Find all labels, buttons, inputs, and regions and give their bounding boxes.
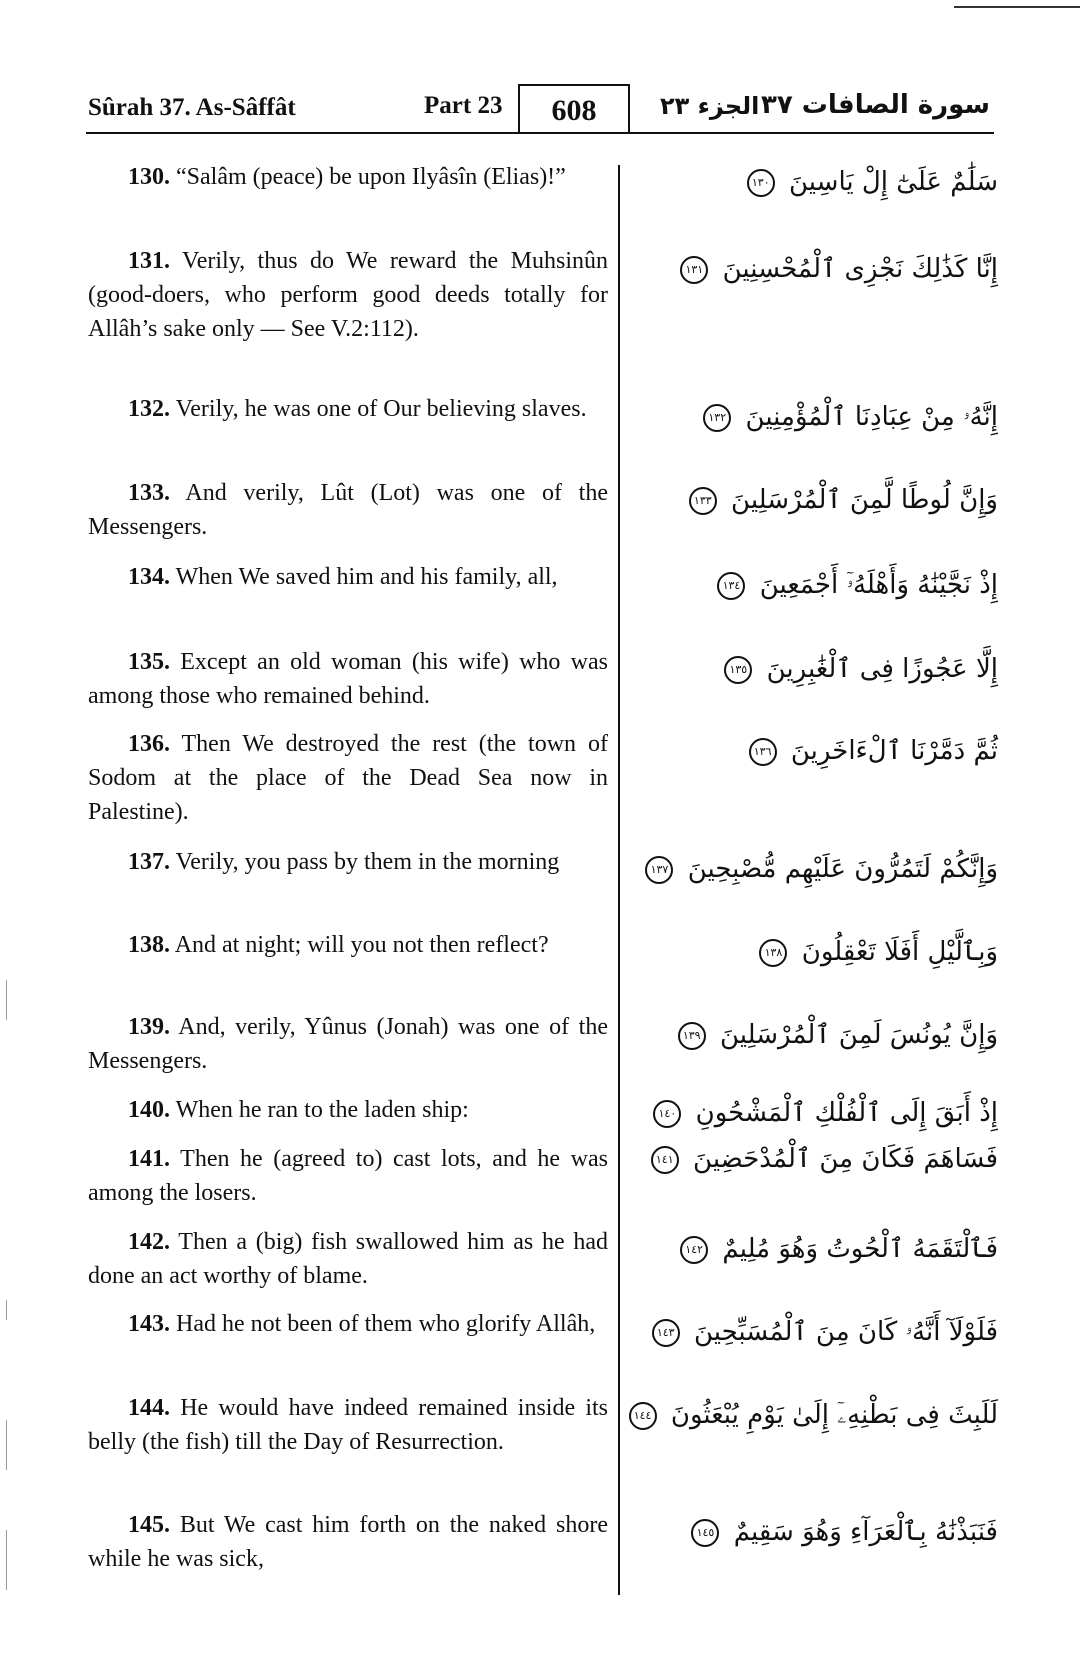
- ayah-end-marker: ١٤٠: [653, 1100, 681, 1128]
- margin-mark: [6, 980, 7, 1020]
- margin-mark: [6, 1530, 7, 1590]
- ayah-end-marker: ١٣٤: [717, 572, 745, 600]
- ayah-end-marker: ١٣٣: [689, 487, 717, 515]
- verse-145-arabic: فَنَبَذْنَٰهُ بِٱلْعَرَآءِ وَهُوَ سَقِيمٌ ١٤٥: [698, 1515, 998, 1549]
- margin-mark: [6, 1420, 7, 1470]
- verse-144-english: 144. He would have indeed remained inside its belly (the fish) till the Day of Resurrection.: [88, 1395, 609, 1455]
- ayah-end-marker: ١٤٥: [691, 1519, 719, 1547]
- verse-130-english: 130. “Salâm (peace) be upon Ilyâsîn (Elias)!”: [128, 164, 566, 190]
- surah-title-arabic: سورة الصافات ٣٧: [760, 90, 990, 120]
- verse-136-arabic: ثُمَّ دَمَّرْنَا ٱلْءَاخَرِينَ ١٣٦: [698, 734, 998, 768]
- page-number: 608: [518, 84, 630, 134]
- margin-mark: [6, 1300, 7, 1320]
- verse-133-english: 133. And verily, Lût (Lot) was one of the Messengers.: [88, 480, 608, 540]
- top-edge-rule: [954, 6, 1080, 8]
- verse-136-english: 136. Then We destroyed the rest (the town of Sodom at the place of the Dead Sea now in Palestine).: [88, 731, 608, 825]
- ayah-end-marker: ١٤٢: [680, 1236, 708, 1264]
- verse-138-english: 138. And at night; will you not then reflect?: [128, 932, 549, 958]
- verse-145-english: 145. But We cast him forth on the naked shore while he was sick,: [88, 1512, 608, 1572]
- ayah-end-marker: ١٣٩: [678, 1022, 706, 1050]
- verse-131-english: 131. Verily, thus do We reward the Muhsinûn (good-doers, who perform good deeds totally for Allâh’s sake only — See V.2:112).: [88, 248, 608, 342]
- ayah-end-marker: ١٣١: [680, 256, 708, 284]
- ayah-end-marker: ١٤١: [651, 1146, 679, 1174]
- ayah-end-marker: ١٣٢: [703, 404, 731, 432]
- verse-139-arabic: وَإِنَّ يُونُسَ لَمِنَ ٱلْمُرْسَلِينَ ١٣٩: [698, 1018, 998, 1052]
- verse-132-arabic: إِنَّهُۥ مِنْ عِبَادِنَا ٱلْمُؤْمِنِينَ ١٣٢: [698, 400, 998, 434]
- ayah-end-marker: ١٤٣: [652, 1319, 680, 1347]
- page-header: [86, 86, 994, 134]
- verse-137-english: 137. Verily, you pass by them in the morning: [128, 849, 560, 875]
- surah-title-english: Sûrah 37. As-Sâffât: [88, 94, 296, 121]
- verse-141-english: 141. Then he (agreed to) cast lots, and he was among the losers.: [88, 1146, 608, 1206]
- ayah-end-marker: ١٣٠: [747, 169, 775, 197]
- part-label-english: Part 23: [424, 92, 503, 119]
- verse-131-arabic: إِنَّا كَذَٰلِكَ نَجْزِى ٱلْمُحْسِنِينَ ١٣١: [698, 252, 998, 286]
- ayah-end-marker: ١٣٦: [749, 738, 777, 766]
- verse-133-arabic: وَإِنَّ لُوطًا لَّمِنَ ٱلْمُرْسَلِينَ ١٣٣: [698, 483, 998, 517]
- verse-140-arabic: إِذْ أَبَقَ إِلَى ٱلْفُلْكِ ٱلْمَشْحُونِ ١٤٠: [698, 1096, 998, 1130]
- ayah-end-marker: ١٤٤: [629, 1402, 657, 1430]
- ayah-end-marker: ١٣٨: [759, 939, 787, 967]
- ayah-end-marker: ١٣٥: [724, 656, 752, 684]
- verse-134-arabic: إِذْ نَجَّيْنَٰهُ وَأَهْلَهُۥٓ أَجْمَعِينَ ١٣٤: [698, 568, 998, 602]
- verse-138-arabic: وَبِٱلَّيْلِ أَفَلَا تَعْقِلُونَ ١٣٨: [698, 935, 998, 969]
- verse-143-arabic: فَلَوْلَآ أَنَّهُۥ كَانَ مِنَ ٱلْمُسَبِّحِينَ ١٤٣: [698, 1315, 998, 1349]
- verse-141-arabic: فَسَاهَمَ فَكَانَ مِنَ ٱلْمُدْحَضِينَ ١٤١: [698, 1142, 998, 1176]
- verse-139-english: 139. And, verily, Yûnus (Jonah) was one of the Messengers.: [88, 1014, 608, 1074]
- verse-143-english: 143. Had he not been of them who glorify Allâh,: [128, 1311, 596, 1337]
- verse-137-arabic: وَإِنَّكُمْ لَتَمُرُّونَ عَلَيْهِم مُّصْبِحِينَ ١٣٧: [698, 852, 998, 886]
- column-divider: [618, 165, 620, 1595]
- verse-135-arabic: إِلَّا عَجُوزًا فِى ٱلْغَٰبِرِينَ ١٣٥: [698, 652, 998, 686]
- verse-142-english: 142. Then a (big) fish swallowed him as he had done an act worthy of blame.: [88, 1229, 608, 1289]
- verse-135-english: 135. Except an old woman (his wife) who was among those who remained behind.: [88, 649, 608, 709]
- part-label-arabic: الجزء ٢٣: [660, 92, 760, 120]
- verse-130-arabic: سَلَٰمٌ عَلَىٰٓ إِلْ يَاسِينَ ١٣٠: [698, 165, 998, 199]
- verse-142-arabic: فَٱلْتَقَمَهُ ٱلْحُوتُ وَهُوَ مُلِيمٌ ١٤٢: [698, 1232, 998, 1266]
- verse-132-english: 132. Verily, he was one of Our believing slaves.: [128, 396, 587, 422]
- verse-140-english: 140. When he ran to the laden ship:: [128, 1097, 469, 1123]
- ayah-end-marker: ١٣٧: [645, 856, 673, 884]
- verse-144-arabic: لَلَبِثَ فِى بَطْنِهِۦٓ إِلَىٰ يَوْمِ يُبْعَثُونَ ١٤٤: [698, 1398, 998, 1432]
- verse-134-english: 134. When We saved him and his family, all,: [128, 564, 558, 590]
